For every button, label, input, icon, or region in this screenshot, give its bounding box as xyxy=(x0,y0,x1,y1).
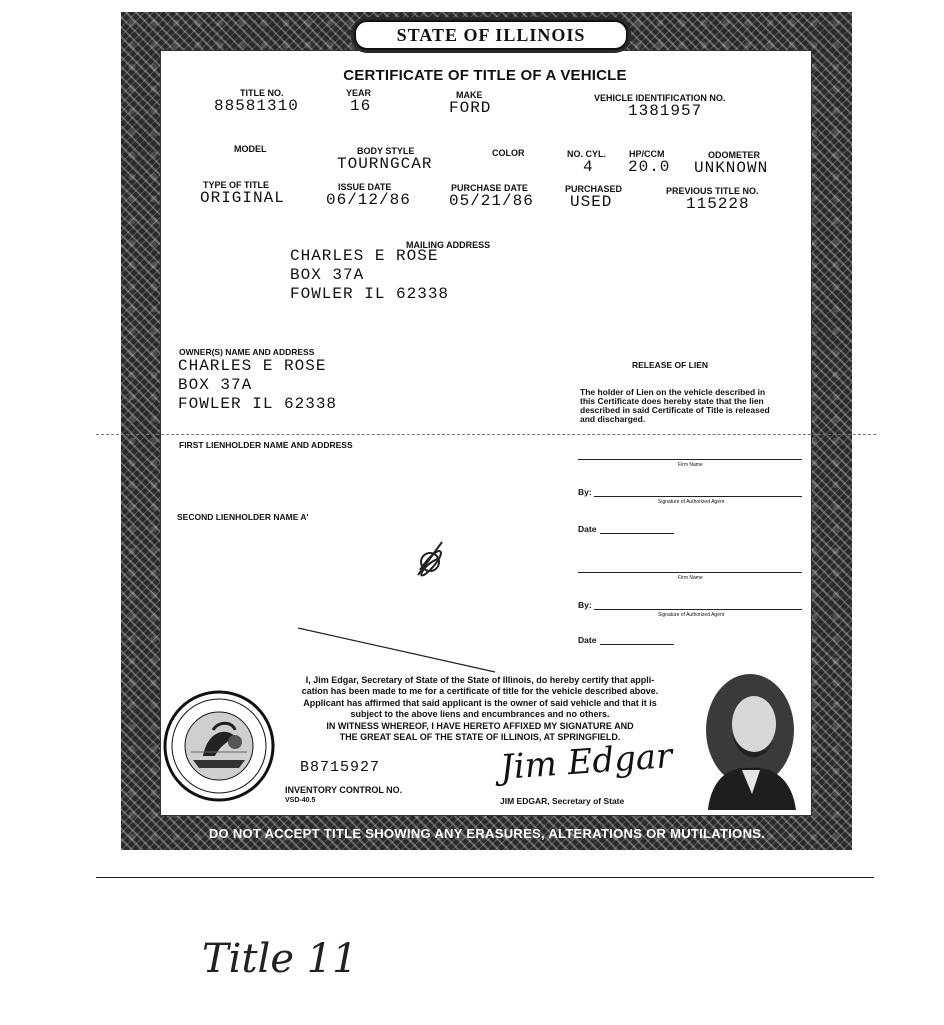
title-type-value: ORIGINAL xyxy=(200,189,285,207)
owner-label: OWNER(S) NAME AND ADDRESS xyxy=(179,347,315,357)
certificate-title: CERTIFICATE OF TITLE OF A VEHICLE xyxy=(343,67,627,84)
second-lienholder-label: SECOND LIENHOLDER NAME A' xyxy=(177,512,309,522)
title-no-label: TITLE NO. xyxy=(240,88,284,98)
signature-caption: JIM EDGAR, Secretary of State xyxy=(500,796,625,806)
by-label-2: By: xyxy=(578,600,592,610)
date-line-1 xyxy=(600,533,674,534)
inventory-number: B8715927 xyxy=(300,759,381,776)
title-type-label: TYPE OF TITLE xyxy=(203,180,270,190)
make-value: FORD xyxy=(449,99,492,117)
page-separator xyxy=(96,877,874,878)
signature-caption-1: Signature of Authorized Agent xyxy=(658,499,725,505)
by-label-1: By: xyxy=(578,487,592,497)
certification-line: I, Jim Edgar, Secretary of State of the State of Illinois, do hereby certify that appli- xyxy=(305,675,655,685)
vin-value: 1381957 xyxy=(628,102,703,120)
certification-line: THE GREAT SEAL OF THE STATE OF ILLINOIS, AT SPRINGFIELD. xyxy=(339,732,621,743)
release-title: RELEASE OF LIEN xyxy=(632,360,709,370)
vin-label: VEHICLE IDENTIFICATION NO. xyxy=(594,93,726,103)
hp-value: 20.0 xyxy=(628,158,671,176)
mailing-address-line: CHARLES E ROSE xyxy=(290,247,439,265)
form-number: VSD-40.5 xyxy=(285,797,316,804)
owner-address-line: FOWLER IL 62338 xyxy=(178,395,338,413)
date-line-2 xyxy=(600,644,674,645)
footer-warning: DO NOT ACCEPT TITLE SHOWING ANY ERASURES, ALTERATIONS OR MUTILATIONS. xyxy=(208,826,766,841)
firm-name-caption-1: Firm Name xyxy=(678,462,703,468)
certification-line: subject to the above liens and encumbrances and no others. xyxy=(350,709,610,720)
date-label-2: Date xyxy=(578,635,597,645)
purchase-date-label: PURCHASE DATE xyxy=(451,183,528,193)
purchase-date-value: 05/21/86 xyxy=(449,192,534,210)
mailing-address-label: MAILING ADDRESS xyxy=(406,240,491,250)
signature-line-2 xyxy=(594,609,802,610)
signature-line-1 xyxy=(594,496,802,497)
previous-title-label: PREVIOUS TITLE NO. xyxy=(666,186,759,196)
release-text: The holder of Lien on the vehicle described in this Certificate does hereby state that the lien described in said Certificate of Title is released and discharged. xyxy=(580,387,770,424)
handwritten-annotation: Title 11 xyxy=(202,936,358,982)
certification-line: Applicant has affirmed that said applicant is the owner of said vehicle and that it is xyxy=(303,697,657,708)
mailing-address-line: FOWLER IL 62338 xyxy=(290,285,450,303)
hp-label: HP/CCM xyxy=(629,149,665,159)
color-label: COLOR xyxy=(492,148,525,158)
year-label: YEAR xyxy=(346,88,372,98)
issue-date-value: 06/12/86 xyxy=(326,191,411,209)
purchased-label: PURCHASED xyxy=(565,184,623,194)
portrait-lincoln-icon xyxy=(692,668,804,810)
date-label-1: Date xyxy=(578,524,597,534)
stray-line xyxy=(298,628,495,672)
mailing-address-line: BOX 37A xyxy=(290,266,365,284)
secretary-signature: Jim Edgar xyxy=(498,736,674,788)
cylinders-label: NO. CYL. xyxy=(567,149,607,159)
firm-name-caption-2: Firm Name xyxy=(678,575,703,581)
year-value: 16 xyxy=(350,97,372,115)
owner-address-line: BOX 37A xyxy=(178,376,253,394)
firm-name-line-1 xyxy=(578,459,802,460)
title-no-value: 88581310 xyxy=(214,97,299,115)
odometer-value: UNKNOWN xyxy=(694,159,769,177)
certification-line: cation has been made to me for a certificate of title for the vehicle described above. xyxy=(301,686,659,697)
fold-line xyxy=(96,434,876,435)
previous-title-value: 115228 xyxy=(686,195,750,213)
owner-address-line: CHARLES E ROSE xyxy=(178,357,327,375)
state-banner: STATE OF ILLINOIS xyxy=(354,20,628,50)
purchased-value: USED xyxy=(570,193,613,211)
first-lienholder-label: FIRST LIENHOLDER NAME AND ADDRESS xyxy=(179,440,353,450)
make-label: MAKE xyxy=(456,90,483,100)
mailing-address-block xyxy=(290,247,449,304)
model-label: MODEL xyxy=(234,144,267,154)
issue-date-label: ISSUE DATE xyxy=(338,182,392,192)
body-style-value: TOURNGCAR xyxy=(337,155,433,173)
body-style-label: BODY STYLE xyxy=(357,146,415,156)
inventory-label: INVENTORY CONTROL NO. xyxy=(285,785,403,795)
cylinders-value: 4 xyxy=(583,158,594,176)
firm-name-line-2 xyxy=(578,572,802,573)
state-seal-icon xyxy=(163,690,275,802)
certification-line: IN WITNESS WHEREOF, I HAVE HERETO AFFIXED MY SIGNATURE AND xyxy=(326,720,634,731)
ink-marks xyxy=(290,520,550,690)
certification-text xyxy=(270,675,690,743)
signature-caption-2: Signature of Authorized Agent xyxy=(658,612,725,618)
odometer-label: ODOMETER xyxy=(708,150,761,160)
owner-address-block xyxy=(178,357,337,414)
ink-scribble-icon xyxy=(418,542,442,575)
